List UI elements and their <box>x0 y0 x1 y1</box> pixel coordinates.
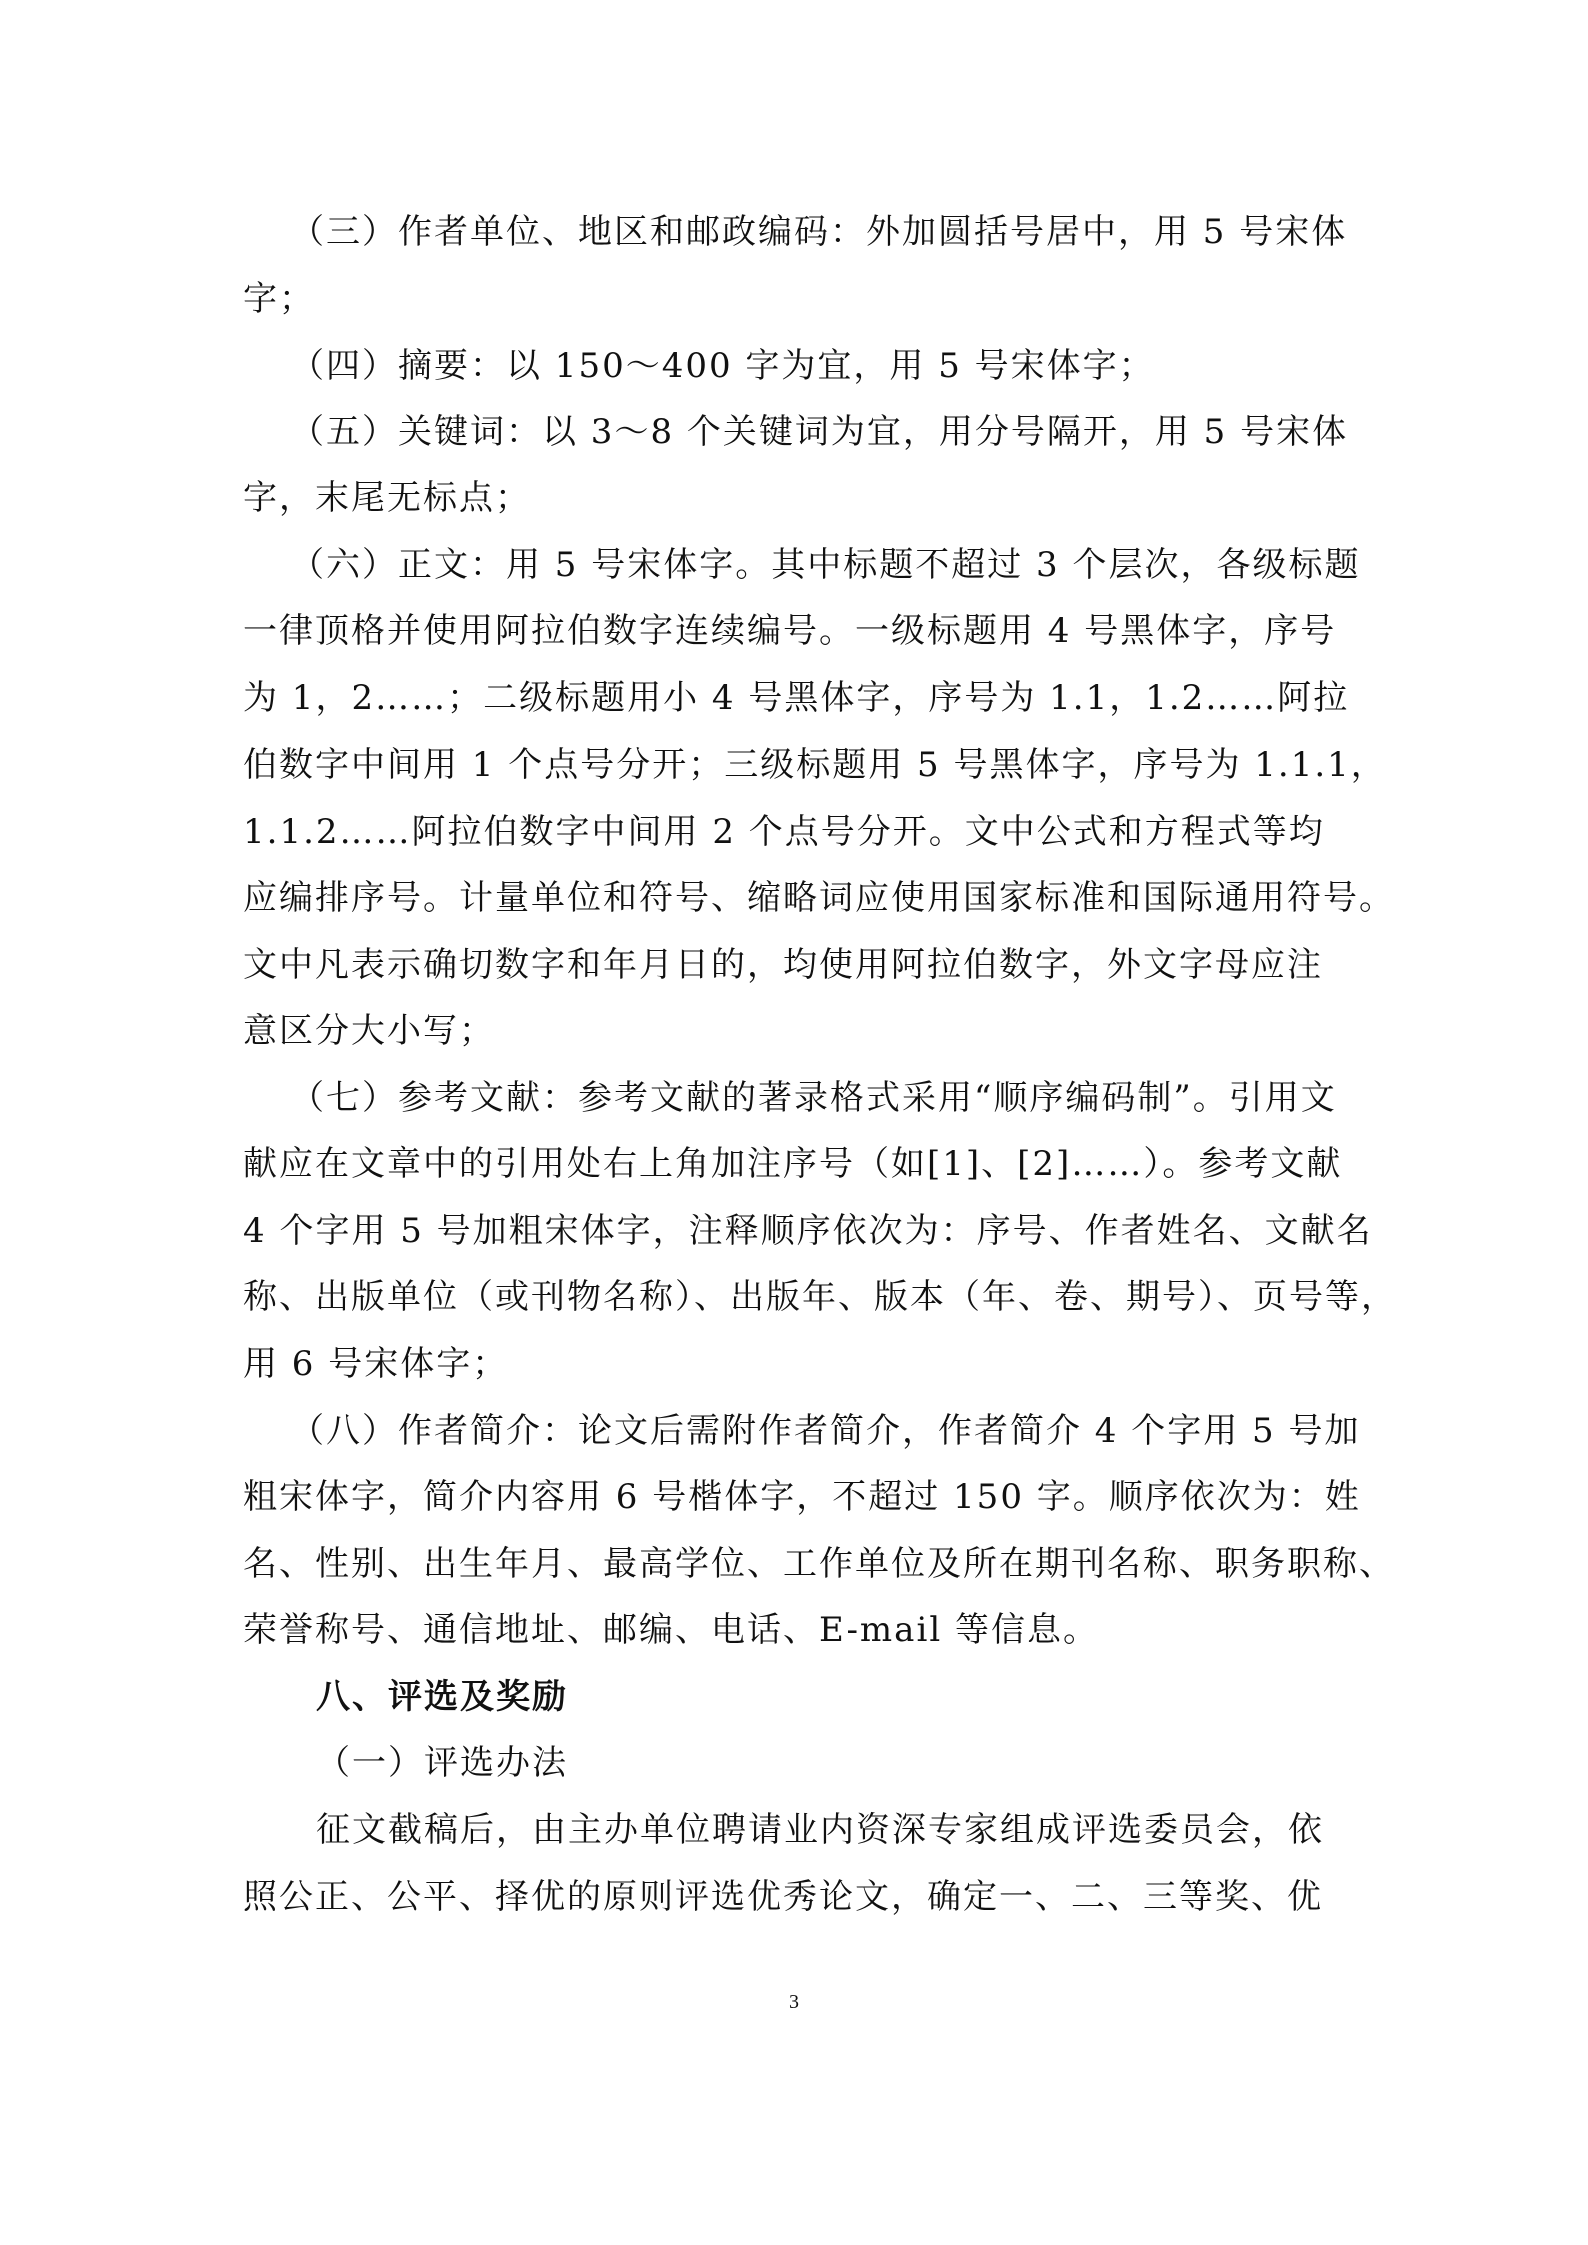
page-number: 3 <box>789 1991 799 2013</box>
text-line: 4 个字用 5 号加粗宋体字，注释顺序依次为：序号、作者姓名、文献名 <box>243 1211 1373 1251</box>
text-line: 粗宋体字，简介内容用 6 号楷体字，不超过 150 字。顺序依次为：姓 <box>243 1477 1361 1517</box>
text-line: （六）正文：用 5 号宋体字。其中标题不超过 3 个层次，各级标题 <box>290 545 1361 585</box>
text-line: 名、性别、出生年月、最高学位、工作单位及所在期刊名称、职务职称、 <box>243 1544 1395 1584</box>
text-line: 献应在文章中的引用处右上角加注序号（如[1]、[2]……）。参考文献 <box>243 1144 1343 1184</box>
text-line: 为 1，2……；二级标题用小 4 号黑体字，序号为 1.1，1.2……阿拉 <box>243 678 1350 718</box>
text-line: （三）作者单位、地区和邮政编码：外加圆括号居中，用 5 号宋体 <box>290 212 1348 252</box>
text-line: 1.1.2……阿拉伯数字中间用 2 个点号分开。文中公式和方程式等均 <box>243 812 1325 852</box>
text-line: 伯数字中间用 1 个点号分开；三级标题用 5 号黑体字，序号为 1.1.1， <box>243 745 1387 785</box>
section-heading: 八、评选及奖励 <box>316 1677 568 1717</box>
text-line: （七）参考文献：参考文献的著录格式采用“顺序编码制”。引用文 <box>290 1078 1337 1118</box>
text-line: 照公正、公平、择优的原则评选优秀论文，确定一、二、三等奖、优 <box>243 1877 1323 1917</box>
text-line: 文中凡表示确切数字和年月日的，均使用阿拉伯数字，外文字母应注 <box>243 945 1323 985</box>
text-line: 字，末尾无标点； <box>243 478 531 518</box>
text-line: 征文截稿后，由主办单位聘请业内资深专家组成评选委员会，依 <box>316 1810 1324 1850</box>
text-line: （五）关键词：以 3～8 个关键词为宜，用分号隔开，用 5 号宋体 <box>290 412 1349 452</box>
text-line: 称、出版单位（或刊物名称）、出版年、版本（年、卷、期号）、页号等， <box>243 1277 1397 1317</box>
text-line: 一律顶格并使用阿拉伯数字连续编号。一级标题用 4 号黑体字，序号 <box>243 611 1337 651</box>
text-line: 荣誉称号、通信地址、邮编、电话、E-mail 等信息。 <box>243 1610 1100 1650</box>
text-line: 意区分大小写； <box>243 1011 495 1051</box>
subsection-heading: （一）评选办法 <box>316 1743 568 1783</box>
text-line: 用 6 号宋体字； <box>243 1344 509 1384</box>
text-line: 字； <box>243 279 315 319</box>
text-line: （八）作者简介：论文后需附作者简介，作者简介 4 个字用 5 号加 <box>290 1411 1361 1451</box>
text-line: （四）摘要：以 150～400 字为宜，用 5 号宋体字； <box>290 346 1155 386</box>
text-line: 应编排序号。计量单位和符号、缩略词应使用国家标准和国际通用符号。 <box>243 878 1395 918</box>
